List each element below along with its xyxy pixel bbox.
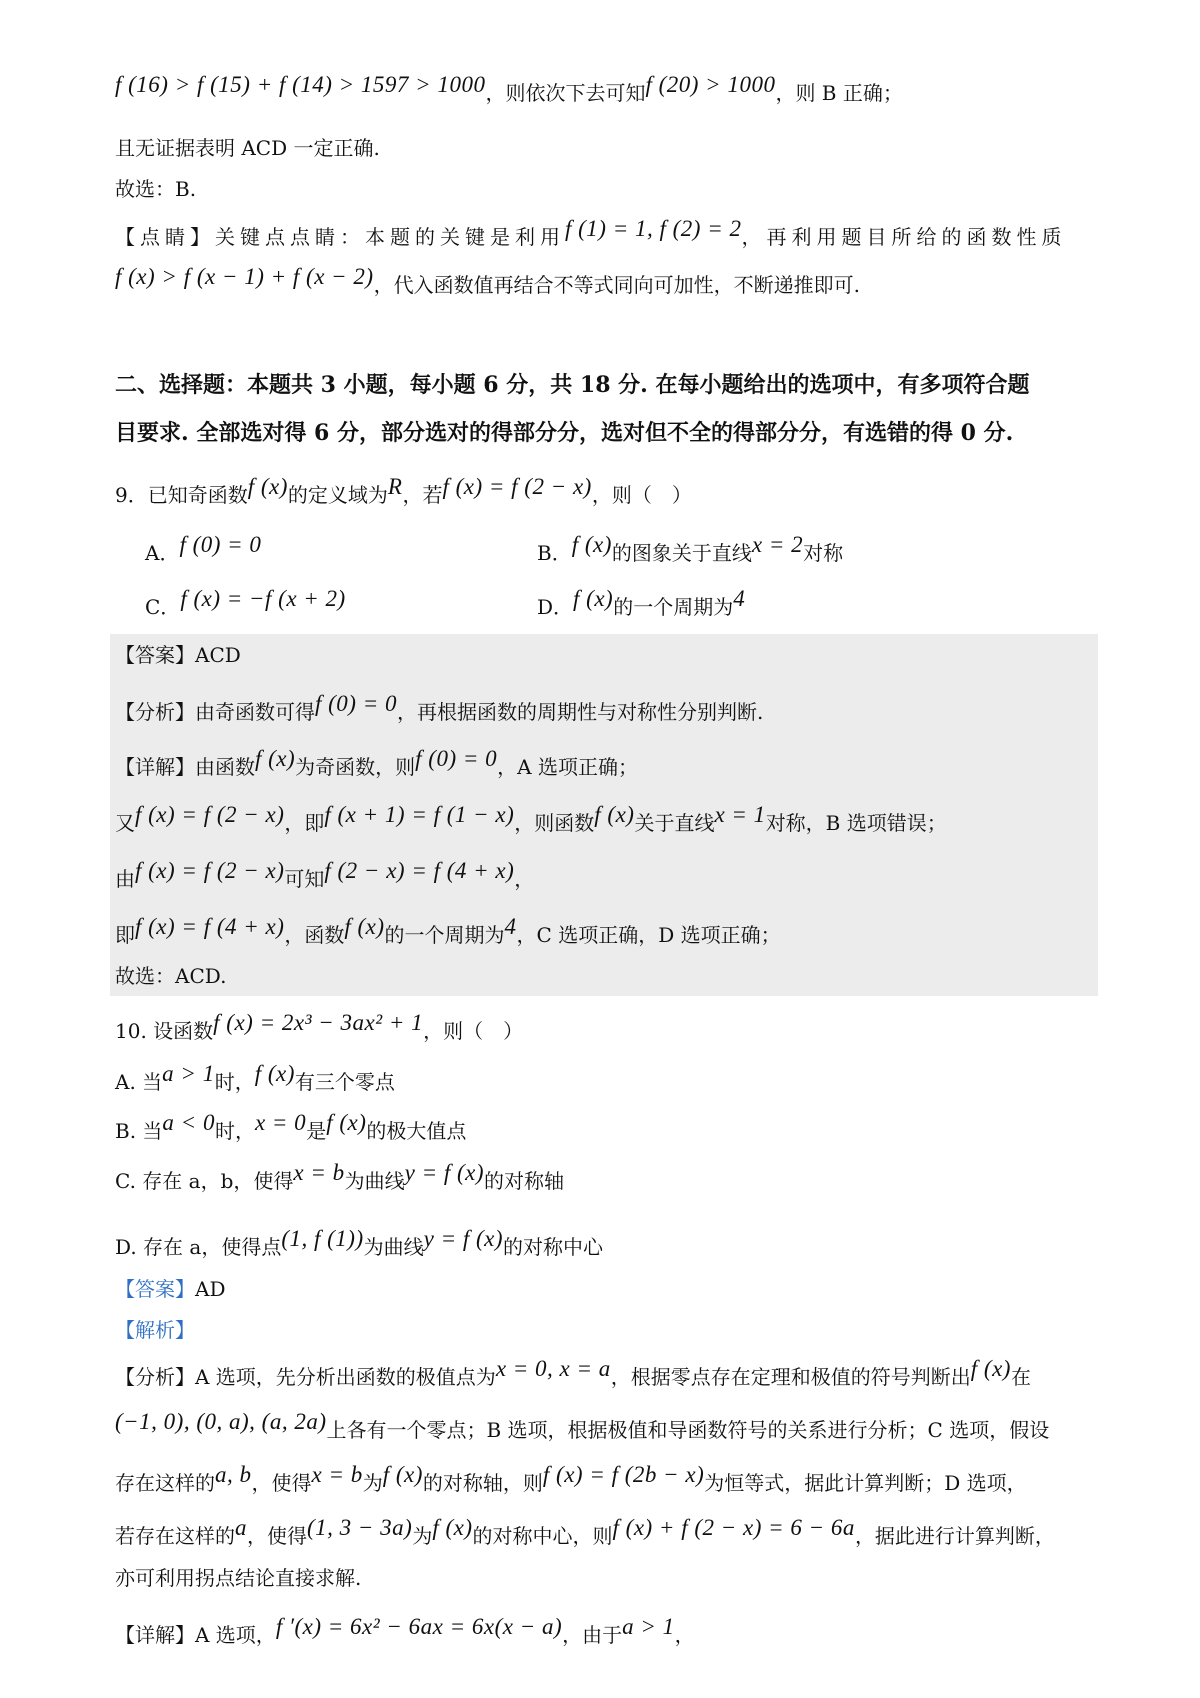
- text: 的定义域为: [287, 483, 388, 507]
- math-expr: x = 2: [751, 532, 804, 557]
- q9-option-b: [537, 532, 844, 568]
- math-expr: x = 1: [714, 802, 766, 827]
- text: 由: [115, 867, 135, 891]
- q10-answer: [115, 1274, 225, 1304]
- text: 的对称中心: [503, 1235, 604, 1259]
- math-expr: (1, f (1)): [281, 1226, 364, 1251]
- q10-jiexi-label: 【解析】: [115, 1318, 195, 1342]
- analysis-label: 【分析】: [115, 1365, 195, 1389]
- q9-option-c: [145, 586, 346, 622]
- q10-option-d: [115, 1226, 604, 1262]
- q10-detail-1: [115, 1614, 695, 1650]
- math-expr: x = 0, x = a: [495, 1356, 611, 1381]
- q10-analysis-3: [115, 1462, 1027, 1498]
- math-expr: f (x): [254, 1061, 295, 1086]
- text: 对称: [803, 541, 844, 565]
- math-expr: f (x) = f (2 − x): [442, 474, 592, 499]
- text: 有三个零点: [294, 1070, 395, 1094]
- math-expr: a > 1: [162, 1061, 215, 1086]
- text: B. 当: [115, 1119, 163, 1143]
- math-expr: f (20) > 1000: [645, 72, 776, 97]
- math-expr: f (x): [382, 1462, 423, 1487]
- q9-analysis: [115, 691, 764, 727]
- text: ，则函数: [514, 811, 595, 835]
- text: D. 存在 a，使得点: [115, 1235, 282, 1259]
- math-expr: f (0) = 0: [315, 691, 397, 716]
- q9-detail-5: 故选：ACD.: [115, 964, 227, 988]
- math-expr: 4: [504, 914, 517, 939]
- text: 上各有一个零点；B 选项，根据极值和导函数符号的关系进行分析；C 选项，假设: [326, 1418, 1050, 1442]
- text: 若存在这样的: [115, 1524, 235, 1548]
- prev-line-1: [115, 72, 903, 108]
- text: ，据此进行计算判断，: [854, 1524, 1055, 1548]
- q10-analysis-5: 亦可利用拐点结论直接求解.: [115, 1566, 362, 1590]
- math-expr: x = b: [293, 1160, 345, 1185]
- math-expr: f (x): [247, 474, 288, 499]
- text: 可知: [284, 867, 325, 891]
- math-expr: f (x): [970, 1356, 1011, 1381]
- math-expr: f (x) > f (x − 1) + f (x − 2): [115, 264, 374, 289]
- math-expr: f (x) = f (2b − x): [542, 1462, 705, 1487]
- text: ，由于: [562, 1623, 623, 1647]
- text: 为曲线: [363, 1235, 424, 1259]
- text: 为: [412, 1524, 433, 1548]
- math-expr: f (x): [594, 802, 635, 827]
- prev-line-2: 且无证据表明 ACD 一定正确.: [115, 136, 380, 160]
- math-expr: (−1, 0), (0, a), (a, 2a): [115, 1409, 327, 1434]
- math-expr: x = b: [311, 1462, 363, 1487]
- text: ，根据零点存在定理和极值的符号判断出: [610, 1365, 971, 1389]
- text: ，: [514, 867, 535, 891]
- text: ，若: [402, 483, 443, 507]
- text: ，A 选项正确；: [497, 755, 638, 779]
- text: 又: [115, 811, 135, 835]
- q9-detail-2: [115, 802, 947, 838]
- text: 由奇函数可得: [195, 700, 315, 724]
- text: 对称，B 选项错误；: [765, 811, 947, 835]
- q9-detail-3: [115, 858, 535, 894]
- section-heading-line-1: 二、选择题：本题共 3 小题，每小题 6 分，共 18 分. 在每小题给出的选项中，有多项符合题: [115, 372, 1030, 398]
- q9-stem: [115, 474, 692, 510]
- math-expr: f (x) = f (2 − x): [135, 858, 285, 883]
- text: ，即: [284, 811, 325, 835]
- q9-option-d: [537, 586, 746, 622]
- text: ，则依次下去可知: [485, 81, 646, 105]
- text: ，再根据函数的周期性与对称性分别判断.: [396, 700, 764, 724]
- text: 的一个周期为: [613, 595, 734, 619]
- math-expr: f (x + 1) = f (1 − x): [324, 802, 515, 827]
- q9-detail-4: [115, 914, 781, 950]
- answer-value: ACD: [195, 643, 241, 667]
- math-expr: a: [235, 1515, 247, 1540]
- math-expr: f (x) = f (2 − x): [135, 802, 285, 827]
- q9-answer: [115, 640, 241, 670]
- text: 的对称中心，则: [472, 1524, 613, 1548]
- q10-option-b: [115, 1110, 467, 1146]
- text: 的对称轴: [484, 1169, 565, 1193]
- text: A 选项，: [195, 1623, 276, 1647]
- text: ，使得: [247, 1524, 307, 1548]
- math-expr: f ′(x) = 6x² − 6ax = 6x(x − a): [275, 1614, 563, 1639]
- q10-analysis-2: [115, 1409, 1050, 1445]
- math-expr: a < 0: [162, 1110, 215, 1135]
- math-expr: f (x): [326, 1110, 367, 1135]
- text: ，再利用题目所给的函数性质: [741, 225, 1067, 249]
- math-expr: f (x): [571, 532, 612, 557]
- math-expr: f (x): [255, 746, 296, 771]
- math-expr: a > 1: [622, 1614, 675, 1639]
- text: 由函数: [195, 755, 255, 779]
- text: 关键点点睛：本题的关键是利用: [215, 225, 565, 249]
- text: ，函数: [284, 923, 345, 947]
- text: C. 存在 a，b，使得: [115, 1169, 294, 1193]
- math-expr: y = f (x): [404, 1160, 485, 1185]
- answer-value: AD: [195, 1277, 226, 1301]
- text: 时，: [214, 1070, 255, 1094]
- text: 9．已知奇函数: [115, 483, 248, 507]
- math-expr: f (0) = 0: [179, 532, 262, 557]
- q9-option-a: [145, 532, 262, 568]
- text: 10. 设函数: [115, 1019, 214, 1043]
- text: 的图象关于直线: [611, 541, 752, 565]
- math-expr: f (2 − x) = f (4 + x): [324, 858, 515, 883]
- answer-label: 【答案】: [115, 643, 195, 667]
- option-label: C．: [145, 595, 181, 619]
- math-expr: a, b: [215, 1462, 252, 1487]
- text: 存在这样的: [115, 1471, 215, 1495]
- q10-option-c: [115, 1160, 565, 1196]
- text: 为: [362, 1471, 383, 1495]
- math-expr: f (0) = 0: [415, 746, 498, 771]
- math-expr: f (x): [432, 1515, 473, 1540]
- q10-analysis-4: [115, 1515, 1055, 1551]
- remark-line-1: [115, 216, 1067, 252]
- math-expr: 4: [733, 586, 746, 611]
- text: ，则 B 正确；: [775, 81, 903, 105]
- detail-label: 【详解】: [115, 755, 195, 779]
- text: 为曲线: [344, 1169, 405, 1193]
- math-expr: f (x) = −f (x + 2): [180, 586, 346, 611]
- math-expr: (1, 3 − 3a): [307, 1515, 413, 1540]
- section-heading-line-2: 目要求. 全部选对得 6 分，部分选对的得部分分，选对但不全的得部分分，有选错的得 0 分.: [115, 420, 1014, 446]
- text: 为奇函数，则: [295, 755, 416, 779]
- text: 时，: [214, 1119, 255, 1143]
- text: 为恒等式，据此计算判断；D 选项，: [704, 1471, 1027, 1495]
- analysis-label: 【分析】: [115, 700, 195, 724]
- remark-label: 【点睛】: [115, 225, 215, 249]
- q10-option-a: [115, 1061, 395, 1097]
- math-expr: R: [387, 474, 403, 499]
- option-label: D．: [537, 595, 574, 619]
- option-label: A．: [145, 541, 180, 565]
- math-expr: f (x): [573, 586, 614, 611]
- text: ，使得: [251, 1471, 312, 1495]
- text: 是: [306, 1119, 327, 1143]
- text: 的对称轴，则: [422, 1471, 543, 1495]
- text: ，则（ ）: [423, 1019, 524, 1043]
- q10-stem: [115, 1010, 524, 1046]
- text: ，: [674, 1623, 695, 1647]
- option-label: B．: [537, 541, 572, 565]
- text: 在: [1010, 1365, 1031, 1389]
- math-expr: f (x) = f (4 + x): [135, 914, 285, 939]
- q10-analysis-1: [115, 1356, 1031, 1392]
- q9-detail-1: [115, 746, 638, 782]
- text: ，则（ ）: [591, 483, 692, 507]
- prev-line-3: 故选：B.: [115, 177, 197, 201]
- text: ，代入函数值再结合不等式同向可加性，不断递推即可.: [373, 273, 860, 297]
- math-expr: x = 0: [254, 1110, 307, 1135]
- text: A 选项，先分析出函数的极值点为: [195, 1365, 496, 1389]
- math-expr: f (x) = 2x³ − 3ax² + 1: [213, 1010, 424, 1035]
- text: 的一个周期为: [384, 923, 505, 947]
- math-expr: f (16) > f (15) + f (14) > 1597 > 1000: [115, 72, 486, 97]
- answer-label: 【答案】: [115, 1277, 195, 1301]
- text: 即: [115, 923, 135, 947]
- math-expr: f (x): [344, 914, 385, 939]
- remark-line-2: [115, 264, 860, 300]
- math-expr: f (x) + f (2 − x) = 6 − 6a: [612, 1515, 855, 1540]
- text: 关于直线: [634, 811, 715, 835]
- text: A. 当: [115, 1070, 163, 1094]
- text: 的极大值点: [366, 1119, 467, 1143]
- detail-label: 【详解】: [115, 1623, 195, 1647]
- math-expr: y = f (x): [423, 1226, 504, 1251]
- math-expr: f (1) = 1, f (2) = 2: [565, 216, 742, 241]
- text: ，C 选项正确，D 选项正确；: [516, 923, 781, 947]
